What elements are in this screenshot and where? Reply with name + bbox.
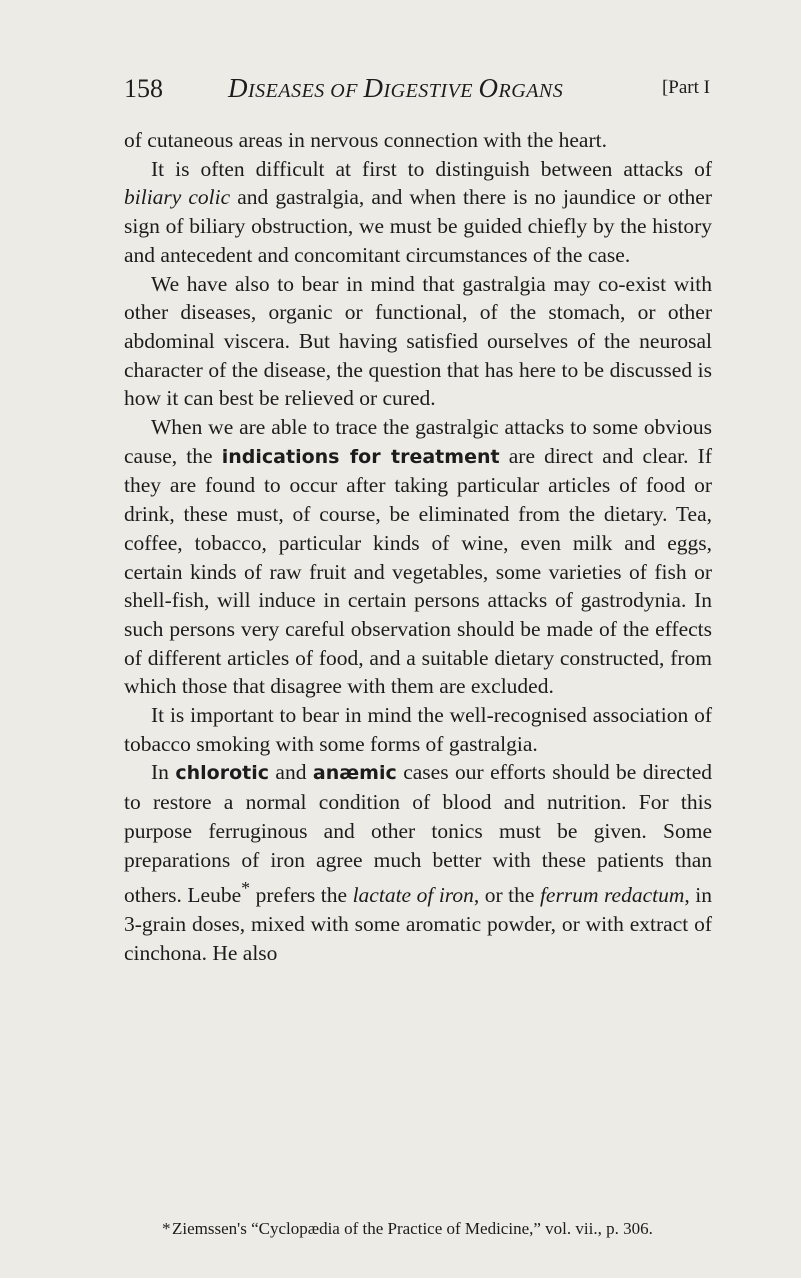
text-run: , or the [473, 883, 540, 908]
italic-term: lactate of iron [352, 883, 474, 908]
text-run: of cutaneous areas in nervous connection with the heart. [124, 128, 607, 152]
running-title-initial: D [228, 73, 248, 103]
paragraph-coexisting-diseases [124, 270, 712, 414]
text-run: prefers the [250, 883, 353, 908]
italic-term: ferrum redactum [539, 883, 685, 908]
footnote-marker: * [162, 1219, 171, 1238]
body-text [124, 126, 712, 968]
text-run: and gastralgia, and when there is no jaundice or other sign of biliary obstruction, we must be guided chiefly by the history and antecedent and concomitant circumstances of the case. [124, 185, 712, 267]
italic-term: biliary colic [124, 185, 231, 210]
paragraph-tobacco [124, 701, 712, 758]
bold-heading-term: indications for treatment [221, 445, 500, 468]
running-title-smallcaps: RGANS [498, 80, 564, 102]
text-run: In [151, 760, 176, 785]
footnote-text: Ziemssen's “Cyclopædia of the Practice of Medicine,” vol. vii., p. 306. [172, 1219, 653, 1238]
running-title-initial: D [363, 73, 384, 103]
text-run: cases our efforts should be directed to restore a normal condition of blood and nutrition. For this purpose ferruginous and other tonics must be given. Some preparations of iron agree much better with these patients than others. Leube [124, 760, 712, 908]
text-run: are direct and clear. If they are found to occur after taking particular articles of food or drink, these must, of course, be eliminated from the dietary. Tea, coffee, tobacco, particular kinds of wine, even milk and eggs, certain kinds of raw fruit and vegetables, some varieties of fish or shell-fish, will induce in certain persons attacks of gastrodynia. In such persons very careful observation should be made of the effects of different articles of food, and a suitable dietary constructed, from which those that disagree with them are excluded. [124, 443, 712, 699]
paragraph-indications-for-treatment [124, 413, 712, 701]
running-title-smallcaps: ISEASES OF [248, 80, 364, 102]
running-title-smallcaps: IGESTIVE [383, 80, 479, 102]
page-number: 158 [124, 74, 163, 103]
bold-heading-term: chlorotic [175, 762, 269, 785]
paragraph-chlorotic-anaemic [124, 758, 712, 967]
bold-heading-term: anæmic [312, 762, 397, 785]
paragraph-continuation [124, 126, 712, 155]
running-title [228, 73, 563, 104]
text-run: , in 3-grain doses, mixed with some aromatic powder, or with extract of cinchona. He also [124, 883, 712, 965]
running-header [124, 74, 710, 114]
paragraph-biliary-colic [124, 155, 712, 270]
text-run: It is often difficult at first to distinguish between attacks of [151, 156, 712, 181]
part-label: [Part I [661, 77, 710, 98]
text-run: It is important to bear in mind the well-recognised association of tobacco smoking with some forms of gastralgia. [124, 703, 712, 756]
footnote [124, 1219, 712, 1239]
text-run: and [269, 760, 313, 785]
running-title-initial: O [478, 73, 499, 103]
text-run: We have also to bear in mind that gastralgia may co-exist with other diseases, organic or functional, of the stomach, or other abdominal viscera. But having satisfied ourselves of the neurosal character of the disease, the question that has here to be discussed is how it can best be relieved or cured. [124, 271, 712, 411]
footnote-reference[interactable]: * [241, 878, 251, 899]
text-run: When we are able to trace the gastralgic attacks to some obvious cause, the [124, 415, 712, 468]
